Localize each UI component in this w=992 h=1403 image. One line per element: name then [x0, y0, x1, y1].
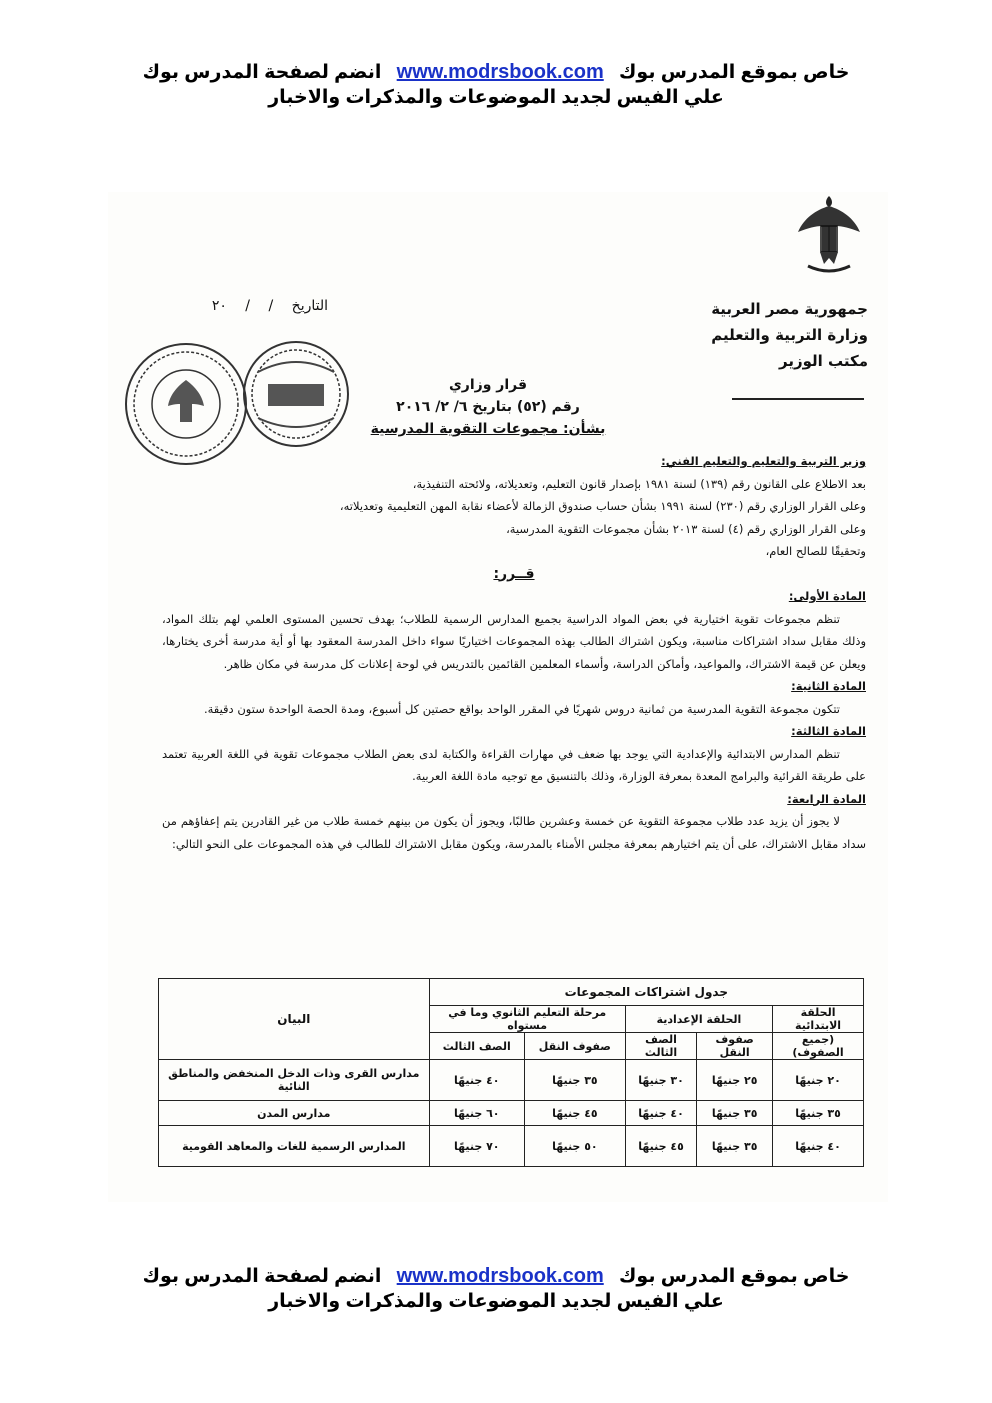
decided-heading: قــرر:	[493, 565, 535, 582]
banner-join-text: انضم لصفحة المدرس بوك	[142, 1266, 382, 1287]
table-title: جدول اشتراكات المجموعات	[429, 979, 863, 1006]
decree-number: رقم (٥٢) بتاريخ ٦/ ٢/ ٢٠١٦	[396, 399, 580, 415]
article-4-title: المادة الرابعة:	[787, 791, 866, 806]
banner-line-2: علي الفيس لجديد الموضوعات والمذكرات والاخبار	[268, 1291, 724, 1312]
fee-cell: ٤٠ جنيهًا	[429, 1060, 524, 1101]
date-label: التاريخ	[291, 298, 328, 314]
fee-cell: ٣٥ جنيهًا	[697, 1101, 773, 1126]
country-name: جمهورية مصر العربية	[711, 300, 868, 318]
col-statement-header: البيان	[159, 979, 430, 1060]
eagle-emblem-icon	[794, 192, 864, 278]
article-2-title: المادة الثانية:	[791, 679, 866, 693]
article-3-title: المادة الثالثة:	[791, 724, 866, 738]
banner-line-1	[0, 60, 992, 85]
sub-sec-third-header: الصف الثالث	[429, 1033, 524, 1060]
bottom-banner	[0, 1264, 992, 1314]
fee-cell: ٣٠ جنيهًا	[625, 1060, 696, 1101]
fee-cell: ٤٠ جنيهًا	[773, 1126, 864, 1167]
fee-cell: ٦٠ جنيهًا	[429, 1101, 524, 1126]
group-secondary-header: مرحلة التعليم الثانوي وما في مستواه	[429, 1006, 625, 1033]
banner-url-link[interactable]: www.modrsbook.com	[396, 1265, 604, 1287]
date-value: / / ٢٠	[211, 298, 274, 314]
decree-title: قرار وزاري	[448, 377, 528, 393]
fee-cell: ٣٥ جنيهًا	[773, 1101, 864, 1126]
article-1-text: تنظم مجموعات تقوية اختيارية في بعض المواد الدراسية بجميع المدارس الرسمية للطلاب؛ بهدف تحسين المستوى العلمي لهم بتلك المواد، وذلك مقابل سداد اشتراكات مناسبة، ويكون اشتراك الطالب بهذه المجموعات اختياريًا سواء داخل المدرسة المعقود بها أو أية مدرسة أخرى يختارها، ويعلن عن قيمة الاشتراك، والمواعيد، وأماكن الدراسة، وأسماء المعلمين القائمين بالتدريس في لوحة إعلانات كل مدرسة في مكان ظاهر.	[162, 611, 866, 671]
table-row	[159, 1126, 864, 1167]
decree-subject: بشأن: مجموعات التقوية المدرسية	[370, 421, 606, 437]
article-3-text: تنظم المدارس الابتدائية والإعدادية التي يوجد بها ضعف في مهارات القراءة والكتابة لدى بعض الطلاب مجموعات تقوية في اللغة العربية تعتمد على طريقة القرائية والبرامج المعدة بمعرفة الوزارة، وذلك بالتنسيق مع توجيه مادة اللغة العربية.	[162, 746, 866, 783]
ministry-header	[628, 296, 868, 374]
banner-site-text: خاص بموقع المدرس بوك	[619, 62, 850, 83]
preamble-4: وتحقيقًا للصالح العام،	[765, 544, 866, 558]
sub-prep-transfer-header: صفوف النقل	[697, 1033, 773, 1060]
banner-line-1	[0, 1264, 992, 1289]
fee-cell: ٤٥ جنيهًا	[524, 1101, 625, 1126]
fee-cell: ٣٥ جنيهًا	[697, 1126, 773, 1167]
decree-heading	[358, 374, 618, 440]
date-line	[138, 298, 328, 314]
minister-line: وزير التربية والتعليم والتعليم الفني:	[661, 454, 866, 468]
decree-body	[162, 450, 866, 855]
ministry-name: وزارة التربية والتعليم	[711, 326, 868, 344]
subscription-fees-table	[158, 978, 864, 1167]
row-label: مدارس المدن	[159, 1101, 430, 1126]
fee-cell: ٢٥ جنيهًا	[697, 1060, 773, 1101]
sub-all-grades-header: (جميع الصفوف)	[773, 1033, 864, 1060]
banner-line-2: علي الفيس لجديد الموضوعات والمذكرات والاخبار	[268, 87, 724, 108]
article-1-title: المادة الأولى:	[788, 589, 866, 603]
group-primary-header: الحلقة الابتدائية	[773, 1006, 864, 1033]
fee-cell: ٤٠ جنيهًا	[625, 1101, 696, 1126]
article-4-text: لا يجوز أن يزيد عدد طلاب مجموعة التقوية عن خمسة وعشرين طالبًا، ويجوز أن يكون من بينهم خمسة طلاب من غير القادرين يتم إعفاؤهم من سداد مقابل الاشتراك، على أن يتم اختيارهم بمعرفة مجلس الأمناء بالمدرسة، ويكون مقابل الاشتراك للطالب في هذه المجموعات على النحو التالي:	[162, 814, 866, 851]
preamble-2: وعلى القرار الوزاري رقم (٢٣٠) لسنة ١٩٩١ بشأن حساب صندوق الزمالة لأعضاء نقابة المهن التعليمية وتعديلاته،	[339, 499, 866, 513]
row-label: المدارس الرسمية للغات والمعاهد القومية	[159, 1126, 430, 1167]
preamble-1: بعد الاطلاع على القانون رقم (١٣٩) لسنة ١٩٨١ بإصدار قانون التعليم، وتعديلاته، ولائحته التنفيذية،	[412, 476, 866, 491]
fee-cell: ٢٠ جنيهًا	[773, 1060, 864, 1101]
scanned-decree	[108, 192, 888, 1202]
fee-cell: ٣٥ جنيهًا	[524, 1060, 625, 1101]
table-row	[159, 1060, 864, 1101]
fee-cell: ٤٥ جنيهًا	[625, 1126, 696, 1167]
sub-prep-third-header: الصف الثالث	[625, 1033, 696, 1060]
top-banner	[0, 60, 992, 110]
fee-cell: ٧٠ جنيهًا	[429, 1126, 524, 1167]
preamble-3: وعلى القرار الوزاري رقم (٤) لسنة ٢٠١٣ بشأن مجموعات التقوية المدرسية،	[506, 521, 866, 536]
table-row	[159, 1101, 864, 1126]
sub-sec-transfer-header: صفوف النقل	[524, 1033, 625, 1060]
header-divider	[732, 398, 864, 400]
article-2-text: تتكون مجموعة التقوية المدرسية من ثمانية دروس شهريًا في المقرر الواحد بواقع حصتين كل أسبوع، ومدة الحصة الواحدة ستون دقيقة.	[203, 701, 840, 716]
office-name: مكتب الوزير	[778, 352, 868, 370]
fee-cell: ٥٠ جنيهًا	[524, 1126, 625, 1167]
banner-site-text: خاص بموقع المدرس بوك	[619, 1266, 850, 1287]
banner-url-link[interactable]: www.modrsbook.com	[396, 61, 604, 83]
row-label: مدارس القرى وذات الدخل المنخفض والمناطق النائية	[159, 1060, 430, 1101]
banner-join-text: انضم لصفحة المدرس بوك	[142, 62, 382, 83]
group-prep-header: الحلقة الإعدادية	[625, 1006, 772, 1033]
